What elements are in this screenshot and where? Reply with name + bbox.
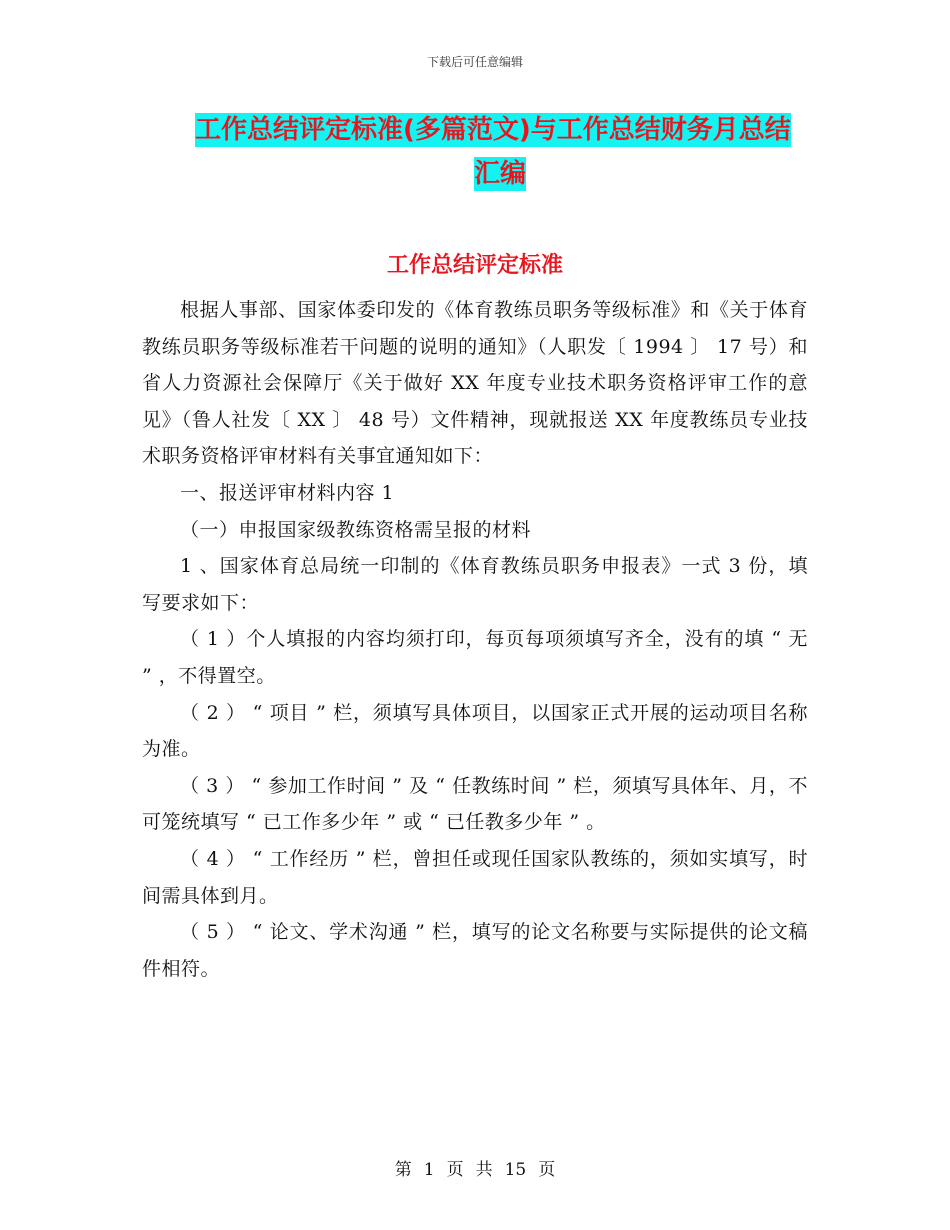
document-body <box>142 292 808 987</box>
document-title <box>195 108 805 196</box>
paragraph: （ 1 ）个人填报的内容均须打印，每页每项须填写齐全，没有的填 “ 无 ” ，不得置空。 <box>142 628 808 687</box>
page-label: 第 <box>394 1160 412 1180</box>
title-line-2: 汇编 <box>473 159 526 189</box>
page-unit: 页 <box>446 1160 464 1180</box>
paragraph: （ 2 ） “ 项目 ” 栏，须填写具体项目，以国家正式开展的运动项目名称为准。 <box>142 701 808 761</box>
total-unit: 页 <box>538 1160 556 1180</box>
paragraph: 一、报送评审材料内容 1 <box>180 481 395 504</box>
header-note: 下载后可任意编辑 <box>426 55 523 69</box>
page-footer <box>0 1155 950 1180</box>
total-pages: 15 <box>504 1160 527 1180</box>
paragraph: （一）申报国家级教练资格需呈报的材料 <box>180 518 532 541</box>
paragraph: （ 4 ） “ 工作经历 ” 栏，曾担任或现任国家队教练的，须如实填写，时间需具体到月。 <box>142 847 808 907</box>
paragraph: （ 3 ） “ 参加工作时间 ” 及 “ 任教练时间 ” 栏，须填写具体年、月，不可笼统填写 “ 已工作多少年 ” 或 “ 已任教多少年 ” 。 <box>142 774 808 834</box>
paragraph: （ 5 ） “ 论文、学术沟通 ” 栏，填写的论文名称要与实际提供的论文稿件相符。 <box>142 921 808 980</box>
page-number: 1 <box>423 1160 435 1180</box>
section-title: 工作总结评定标准 <box>386 253 563 278</box>
paragraph: 1 、国家体育总局统一印制的《体育教练员职务申报表》一式 3 份，填写要求如下： <box>142 555 808 614</box>
total-label: 共 <box>475 1160 493 1180</box>
paragraph: 根据人事部、国家体委印发的《体育教练员职务等级标准》和《关于体育教练员职务等级标准若干问题的说明的通知》（人职发〔 1994 〕 17 号）和省人力资源社会保障厅《关于做好 XX 年度专业技术职务资格评审工作的意见》（鲁人社发〔 XX 〕 48 号）文件精神，现就报送 XX 年度教练员专业技术职务资格评审材料有关事宜通知如下： <box>142 299 808 468</box>
title-line-1: 工作总结评定标准(多篇范文)与工作总结财务月总结 <box>195 115 791 145</box>
